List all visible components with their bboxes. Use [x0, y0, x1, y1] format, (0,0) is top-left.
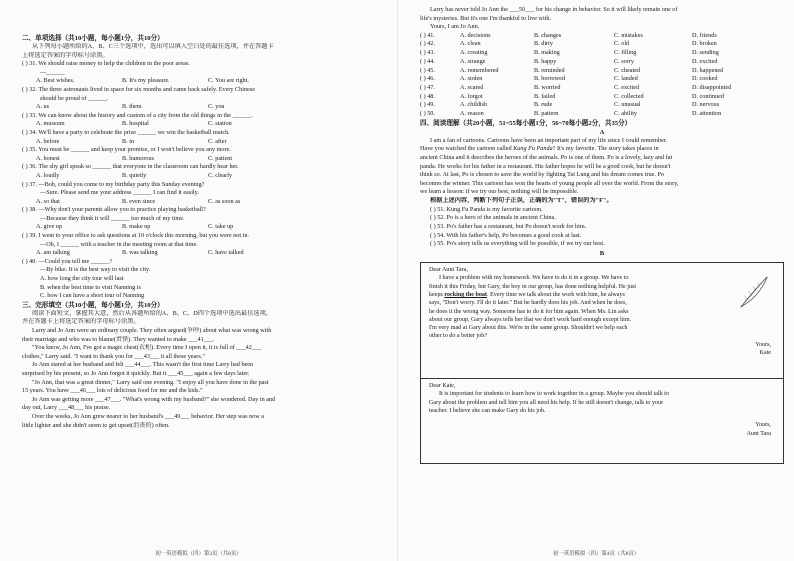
letter-2-line-3: teacher. I believe she can make Gary do his job. [429, 407, 546, 414]
question-54: ( ) 54. With his father's help, Po becomes a good cook at last. [430, 231, 582, 239]
cloze-line-3: "You know, Jo Ann, I've got a magic chest(衣柜). Every time I open it, it is full of ___42___ [32, 344, 262, 352]
passage-a-line-6: becomes the winner. This cartoon has won the hearts of young people all over the world. From the story, [420, 179, 679, 187]
option-b: B. happy [534, 57, 557, 65]
option-c: C. landed [614, 75, 638, 83]
letter-2-line-2: Gary about the problem and tell him you all need his help. If he still doesn't change, talk to your [429, 399, 664, 406]
letter-1-line-6: about our group, Gary always tells her that we don't work hard enough except him. [429, 316, 632, 323]
question-34: ( ) 34. We'll have a party to celebrate the prize ______ we win the basketball match. [22, 128, 230, 136]
passage-a-label: A [599, 128, 605, 136]
passage-a-line-5: think so. At last, Po is chosen to save the world by fighting Tai Lung and his dream comes true. Po [420, 171, 664, 179]
option-a: A. forgot [460, 92, 483, 100]
option-c: C. old [614, 40, 630, 48]
cloze-question-47 [420, 84, 784, 93]
option-b: B. pattern [534, 110, 559, 118]
cloze-line-12: little lighter and she didn't seem to get upset(沮丧的) often. [22, 421, 170, 429]
question-number: ( ) 42. [420, 40, 435, 48]
question-36-options: A. loudly B. quietly C. clearly [36, 171, 233, 179]
question-40-option-b: B. when the best time to visit Nanning is [40, 283, 141, 291]
question-number: ( ) 48. [420, 92, 435, 100]
letter-1-line-5: he does it the wrong way. Someone has to do it for him again. When Ms. Lin asks [429, 308, 629, 315]
passage-a-line-2: Have you watched the cartoon called Kung Fu Panda? It's my favorite. The story takes places in [420, 145, 659, 153]
cloze-line-7: "Jo Ann, that was a great dinner," Larry said one evening. "I enjoy all you have done in the past [32, 378, 269, 386]
question-40-cont: —By bike. It is the best way to visit the city. [40, 266, 151, 274]
question-32: ( ) 32. The three astronauts lived in space for six months and came back safely. Every Chinese [22, 85, 255, 93]
section-3-instruction-cont: 并在答题卡上将选定答案的字母标号涂黑。 [22, 318, 140, 326]
cloze-line-2: their marriage and who was to blame(责怪). They wanted to make ___41___. [22, 335, 215, 343]
question-number: ( ) 41. [420, 31, 435, 39]
option-d: D. cooked [692, 75, 718, 83]
cloze-question-41 [420, 32, 784, 41]
cloze-question-50 [420, 110, 784, 119]
option-c: C. unusual [614, 101, 641, 109]
option-a: A. scared [460, 84, 484, 91]
question-35: ( ) 35. You must be ______ and keep your promise, or I won't believe you any more. [22, 146, 231, 154]
cloze-question-49 [420, 101, 784, 110]
question-40-option-a: A. how long the city tour will last [40, 275, 124, 283]
letter-2-closing: Yours, [755, 422, 771, 429]
question-39-options: A. am talking B. was talking C. have talked [36, 249, 244, 257]
question-32-cont: should be proud of ______. [40, 94, 109, 102]
cloze-line-6: surprised by his present, so Jo Ann forgot it quickly. But it ___45___ again a few days later. [22, 369, 250, 377]
question-36: ( ) 36. The shy girl speak so ______ that everyone in the classroom can hardly hear her. [22, 163, 239, 171]
question-39-cont: —Oh, I ______ with a teacher in the meeting room at that time. [40, 240, 198, 248]
letter-1-closing: Yours, [755, 341, 771, 348]
question-number: ( ) 45. [420, 66, 435, 74]
question-38-cont: —Because they think it will ______ too much of my time. [40, 214, 185, 222]
question-number: ( ) 46. [420, 75, 435, 83]
letter-2-signature: Aunt Tara [746, 430, 771, 437]
cloze-line-9: Jo Ann was getting more ___47___. "What's wrong with my husband?" she wondered. Day in and [32, 395, 276, 403]
question-number: ( ) 49. [420, 101, 435, 109]
cloze-line-5: Jo Ann stared at her husband and felt ___44___. This wasn't the first time Larry had been [32, 361, 254, 369]
passage-a-line-4: panda. He works for his father in a restaurant. His father hopes he will be a good cook, but he doesn't [420, 162, 671, 170]
option-a: A. stolen [460, 75, 483, 83]
cloze-question-43 [420, 49, 784, 58]
option-c: C. excited [614, 84, 640, 91]
option-d: D. excited [692, 57, 718, 65]
option-a: A. reason [460, 110, 484, 118]
letter-1-line-8: other to do a better job? [429, 333, 488, 340]
option-d: D. happened [692, 66, 724, 74]
passage-a-line-7: we learn a lesson: if we try our best, nothing will be impossible. [420, 188, 579, 196]
option-d: D. attention [692, 110, 722, 118]
cloze-question-45 [420, 67, 784, 76]
option-a: A. creating [460, 49, 488, 57]
letter-1-line-1: I have a problem with my homework. We have to do it in a group. We have to [439, 275, 629, 282]
letter-to-aunt-tara [420, 262, 784, 379]
cloze-line-13: Larry has never told Jo Ann the ___50___ for his change in behavior. So it will likely remain one of [430, 6, 678, 13]
underlined-phrase: rocking the boat [444, 291, 487, 298]
question-31-options: A. Best wishes. B. It's my pleasure. C. You are right. [36, 77, 249, 85]
option-d: D. sending [692, 49, 719, 57]
option-a: A. childish [460, 101, 488, 109]
question-34-options: A. before B. in C. after [36, 137, 227, 145]
passage-a-instruction: 根据上述内容，判断下列句子正误，正确的为"T"，错误的为"F"。 [430, 196, 613, 204]
letter-2-greeting: Dear Kate, [429, 383, 456, 390]
question-38-options: A. give up B. make up C. take up [36, 223, 234, 231]
question-55: ( ) 55. Po's story tells us everything will be possible, if we try our best. [430, 240, 605, 248]
feather-quill-icon [735, 273, 773, 311]
page-4 [397, 0, 794, 561]
question-number: ( ) 44. [420, 57, 435, 65]
cloze-options-table [420, 32, 784, 119]
cloze-line-14: life's mysteries. But it's one I'm thankful to live with. [420, 14, 552, 22]
page-footer-left: 初一英语模拟（四）第3页（共8页） [155, 551, 242, 557]
letter-1-line-3: keeps rocking the boat. Every time we talk about the work with him, he always [429, 291, 625, 298]
section-2-instruction-cont: 上将选定答案的字母标号涂黑。 [22, 51, 109, 59]
cloze-question-42 [420, 40, 784, 49]
passage-a-line-1: I am a fan of cartoons. Cartoons have been an important part of my life since I could remember. [430, 136, 668, 144]
option-d: D. continued [692, 92, 724, 100]
question-32-options: A. us B. them C. you [36, 103, 225, 111]
option-b: B. failed [534, 92, 556, 100]
cloze-line-4: clothes," Larry said. "I want to thank you for ___43___ it all these years." [22, 352, 205, 360]
question-37: ( ) 37. —Bob, could you come to my birthday party this Sunday evening? [22, 180, 205, 188]
cloze-line-15: Yours, I am Jo Ann. [430, 23, 480, 31]
option-d: D. broken [692, 40, 717, 48]
option-c: C. mistakes [614, 31, 643, 39]
section-2-title: 二、单项选择（共10小题，每小题1分，共10分） [22, 35, 164, 42]
section-3-title: 三、完形填空（共10小题，每小题1分，共10分） [22, 301, 164, 309]
cloze-line-10: day out, Larry ___48___ his praise. [22, 404, 111, 412]
question-31: ( ) 31. We should raise money to help the children in the poor areas. [22, 60, 190, 68]
cloze-question-48 [420, 93, 784, 102]
letter-2-line-1: It is important for students to learn how to work together in a group. Maybe you should talk to [439, 391, 670, 398]
question-52: ( ) 52. Po is a hero of the animals in ancient China. [430, 214, 556, 222]
option-a: A. remembered [460, 66, 499, 74]
letter-1-signature: Kate [759, 350, 771, 357]
question-33: ( ) 33. We can know about the history and custom of a city from the old things in the ______. [22, 111, 253, 119]
option-c: C. filling [614, 49, 637, 57]
option-a: A. decisions [460, 31, 491, 39]
question-number: ( ) 47. [420, 84, 435, 91]
section-4-title: 四、阅读理解（共20小题，51~55每小题1分，56~70每小题2分，共35分） [420, 119, 632, 127]
question-40-option-c: C. how I can have a short tour of Nanning [40, 292, 145, 300]
passage-b-label: B [599, 250, 605, 258]
letter-1-line-7: I'm very mad at Gary about this. We're in the same group. Shouldn't we help each [429, 325, 628, 332]
option-d: D. nervous [692, 101, 720, 109]
option-d: D. friends [692, 31, 717, 39]
letter-to-kate [420, 379, 784, 464]
question-33-options: A. museum B. hospital C. station [36, 120, 232, 128]
cloze-line-1: Larry and Jo Ann were an ordinary couple. They often argued(争吵) about what was wrong with [32, 327, 272, 334]
option-b: B. changes [534, 31, 562, 39]
passage-a-line-3: ancient China and it describes the heroes of the animals. Po is one of them. Po is a lovely, lazy and fat [420, 154, 673, 161]
question-number: ( ) 50. [420, 110, 435, 118]
question-38: ( ) 38. —Why don't your parents allow you to practice playing basketball? [22, 206, 206, 214]
option-c: C. collected [614, 92, 644, 100]
cloze-line-11: Over the weeks, Jo Ann grew nearer to her husband's ___49___ behavior. Her step was now a [32, 412, 265, 420]
cloze-question-46 [420, 75, 784, 84]
option-a: A. clean [460, 40, 481, 48]
option-b: B. dirty [534, 40, 553, 48]
cloze-line-8: 15 years. You have ___46___ lots of delicious food for me and the kids." [22, 387, 203, 395]
question-31-reply: —______ [40, 68, 65, 76]
question-40: ( ) 40. —Could you tell me ______? [22, 257, 113, 265]
option-c: C. sorry [614, 57, 634, 65]
question-53: ( ) 53. Po's father has a restaurant, but Po doesn't work for him. [430, 222, 587, 230]
question-51: ( ) 51. Kung Fu Panda is my favorite cartoon. [430, 205, 543, 213]
question-number: ( ) 43. [420, 49, 435, 57]
question-37-options: A. so that B. even since C. as soon as [36, 197, 241, 205]
question-39: ( ) 39. I went to your office to ask questions at 10 o'clock this morning, but you were not in. [22, 232, 249, 240]
question-35-options: A. honest B. humorous C. patient [36, 154, 233, 162]
option-b: B. reminded [534, 66, 565, 74]
option-c: C. cheated [614, 66, 641, 74]
letter-1-line-4: says, "Don't worry. I'll do it later." But he hardly does his job. And when he does, [429, 300, 627, 307]
page-footer-right: 初一英语模拟（四）第4页（共8页） [552, 551, 640, 557]
section-3-instruction: 阅读下面短文，掌握其大意，然后从各题所给的A、B、C、D四个选项中选出最佳选项， [32, 309, 272, 317]
section-2-instruction: 从下列每小题所给的A、B、C三个选项中，选出可以填入空白处的最佳选项，并在答题卡 [32, 43, 274, 50]
option-b: B. worried [534, 84, 561, 91]
cloze-question-44 [420, 58, 784, 67]
letter-1-greeting: Dear Aunt Tara, [429, 267, 468, 274]
option-b: B. borrowed [534, 75, 565, 83]
question-37-cont: —Sure. Please send me your address ______ I can find it easily. [40, 189, 199, 197]
option-c: C. ability [614, 110, 638, 118]
option-b: B. making [534, 49, 560, 57]
letter-1-line-2: finish it this Friday, but Gary, the boy in our group, has done nothing helpful. He just [429, 283, 637, 290]
option-d: D. disappointed [692, 84, 732, 91]
option-a: A. strange [460, 57, 486, 65]
option-b: B. rude [534, 101, 553, 109]
